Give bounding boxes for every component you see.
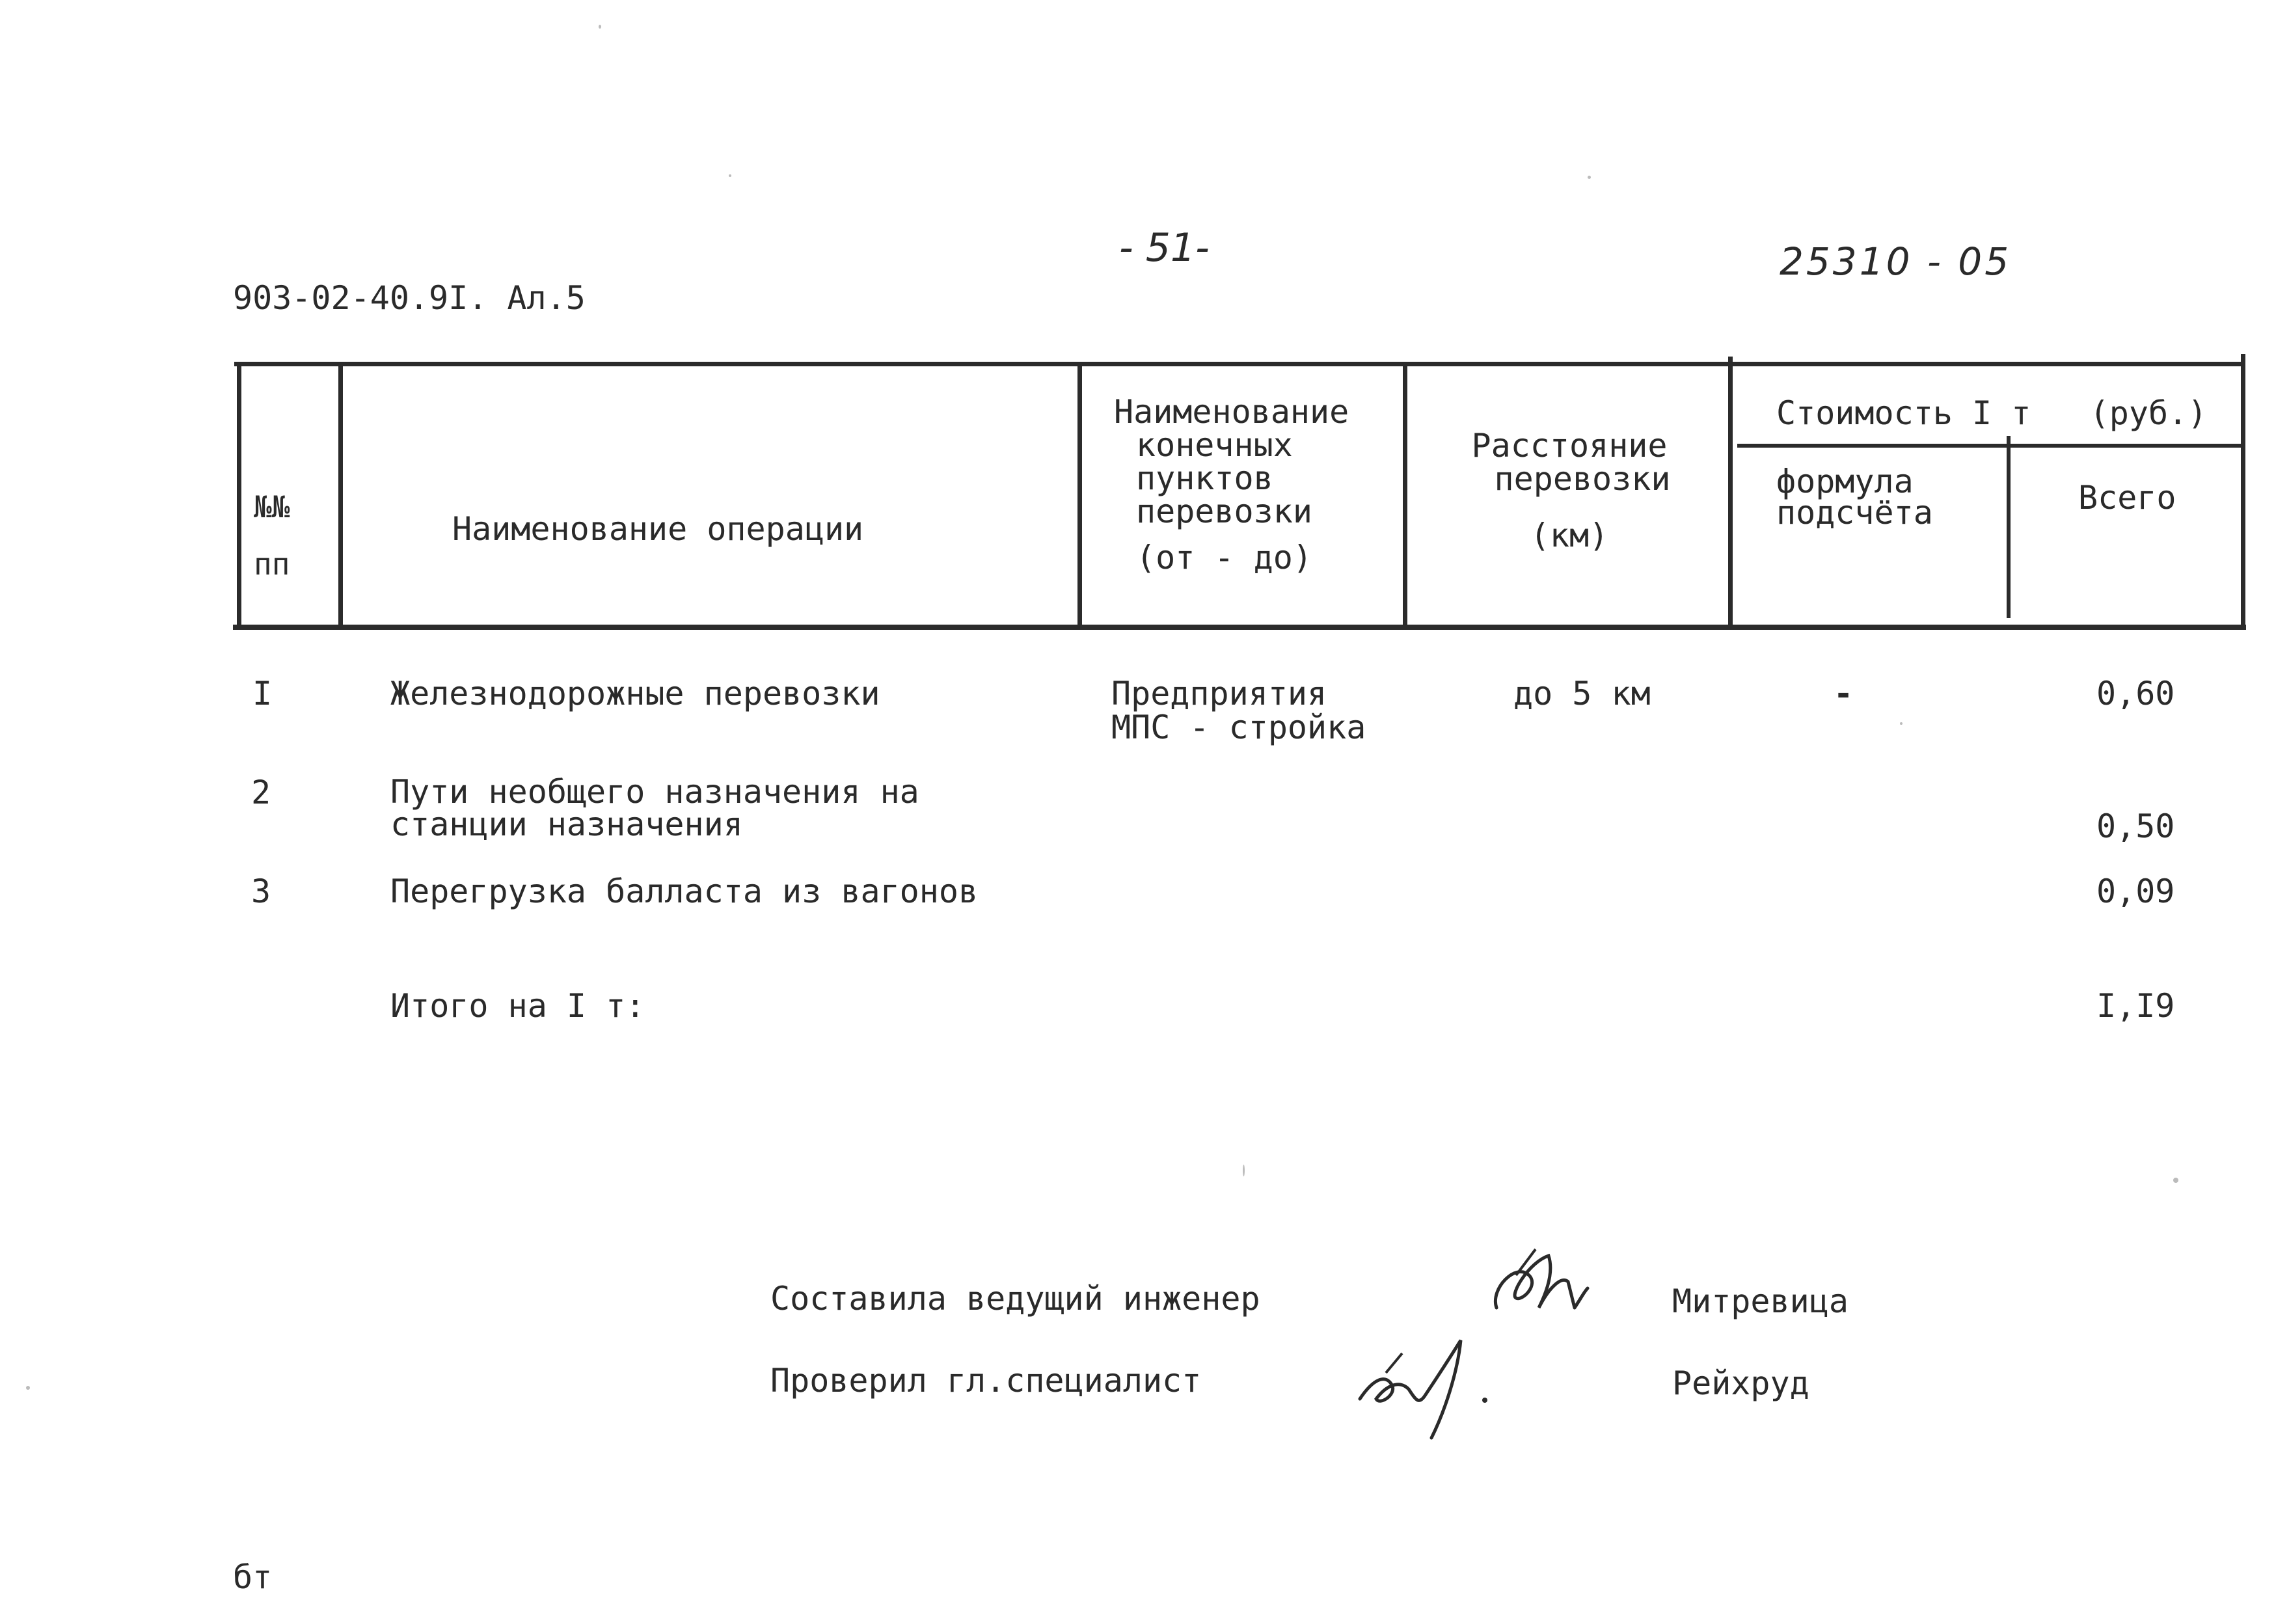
handwritten-signature-1 bbox=[1477, 1236, 1594, 1327]
header-formula-line-2: подсчёта bbox=[1776, 494, 1933, 532]
scan-speck bbox=[2173, 1178, 2178, 1183]
row-total: 0,60 bbox=[2096, 675, 2175, 712]
row-total: 0,50 bbox=[2096, 807, 2175, 845]
header-total: Всего bbox=[2078, 479, 2176, 517]
row-points-line-2: МПС - стройка bbox=[1111, 709, 1366, 746]
scan-speck bbox=[1588, 176, 1591, 179]
row-formula: - bbox=[1834, 675, 1854, 712]
signature-name-1: Митревица bbox=[1672, 1282, 1849, 1320]
header-distance-line-2: перевозки bbox=[1494, 460, 1671, 498]
scan-speck bbox=[599, 25, 601, 29]
header-operation: Наименование операции bbox=[452, 510, 864, 548]
header-num bbox=[254, 478, 290, 593]
row-operation-line-1: Пути необщего назначения на bbox=[390, 773, 919, 811]
header-formula-line-1: формула bbox=[1776, 463, 1914, 500]
table-top-rule bbox=[234, 362, 2245, 366]
scan-speck bbox=[26, 1386, 30, 1390]
header-formula bbox=[1776, 463, 1933, 532]
row-num: I bbox=[252, 675, 273, 712]
row-distance: до 5 км bbox=[1513, 675, 1651, 712]
col-rule-formula bbox=[2007, 436, 2011, 618]
row-points-line-1: Предприятия bbox=[1111, 675, 1327, 712]
row-num: 2 bbox=[251, 774, 271, 811]
col-rule-num bbox=[338, 362, 343, 629]
header-distance bbox=[1452, 429, 1686, 552]
scan-speck bbox=[729, 174, 731, 177]
row-operation: Перегрузка балласта из вагонов bbox=[390, 873, 979, 910]
header-distance-line-3: (км) bbox=[1530, 517, 1609, 554]
col-rule-points bbox=[1403, 362, 1407, 629]
header-points bbox=[1114, 393, 1349, 576]
row-points bbox=[1111, 677, 1366, 744]
row-operation bbox=[390, 773, 919, 843]
header-points-line-1: Наименование bbox=[1114, 393, 1349, 431]
header-points-line-2: конечных bbox=[1136, 426, 1293, 464]
row-total: 0,09 bbox=[2096, 873, 2175, 910]
row-operation: Железнодорожные перевозки bbox=[390, 675, 880, 712]
inventory-number: 25310 - 05 bbox=[1780, 239, 2012, 284]
signature-name-2: Рейхруд bbox=[1672, 1364, 1809, 1402]
footer-mark: бт bbox=[233, 1558, 273, 1596]
header-points-line-3: пунктов bbox=[1136, 459, 1273, 497]
col-rule-left bbox=[237, 362, 241, 629]
summary-label: Итого на I т: bbox=[390, 987, 645, 1025]
table-header-bottom-rule bbox=[233, 625, 2246, 630]
header-distance-line-1: Расстояние bbox=[1471, 427, 1668, 465]
handwritten-signature-2 bbox=[1347, 1327, 1503, 1451]
header-cost-group: Стоимость I т (руб.) bbox=[1776, 394, 2208, 432]
col-rule-distance bbox=[1728, 357, 1733, 629]
document-code: 903-02-40.9I. Ал.5 bbox=[233, 279, 586, 317]
col-rule-operation bbox=[1077, 362, 1082, 629]
col-rule-right bbox=[2241, 354, 2245, 629]
scan-speck bbox=[1243, 1165, 1245, 1176]
header-num-line-1: №№ bbox=[254, 489, 290, 524]
header-points-line-5: (от - до) bbox=[1136, 539, 1312, 576]
header-points-line-4: перевозки bbox=[1136, 493, 1312, 530]
signature-role-1: Составила ведущий инженер bbox=[770, 1280, 1260, 1318]
cost-group-rule bbox=[1737, 444, 2245, 448]
scan-speck bbox=[1900, 722, 1903, 725]
page-number: - 51- bbox=[1119, 225, 1210, 271]
row-operation-line-2: станции назначения bbox=[390, 805, 743, 843]
summary-total: I,I9 bbox=[2096, 987, 2175, 1025]
header-num-line-2: пп bbox=[254, 547, 290, 582]
signature-role-2: Проверил гл.специалист bbox=[770, 1362, 1202, 1400]
row-num: 3 bbox=[251, 873, 271, 910]
